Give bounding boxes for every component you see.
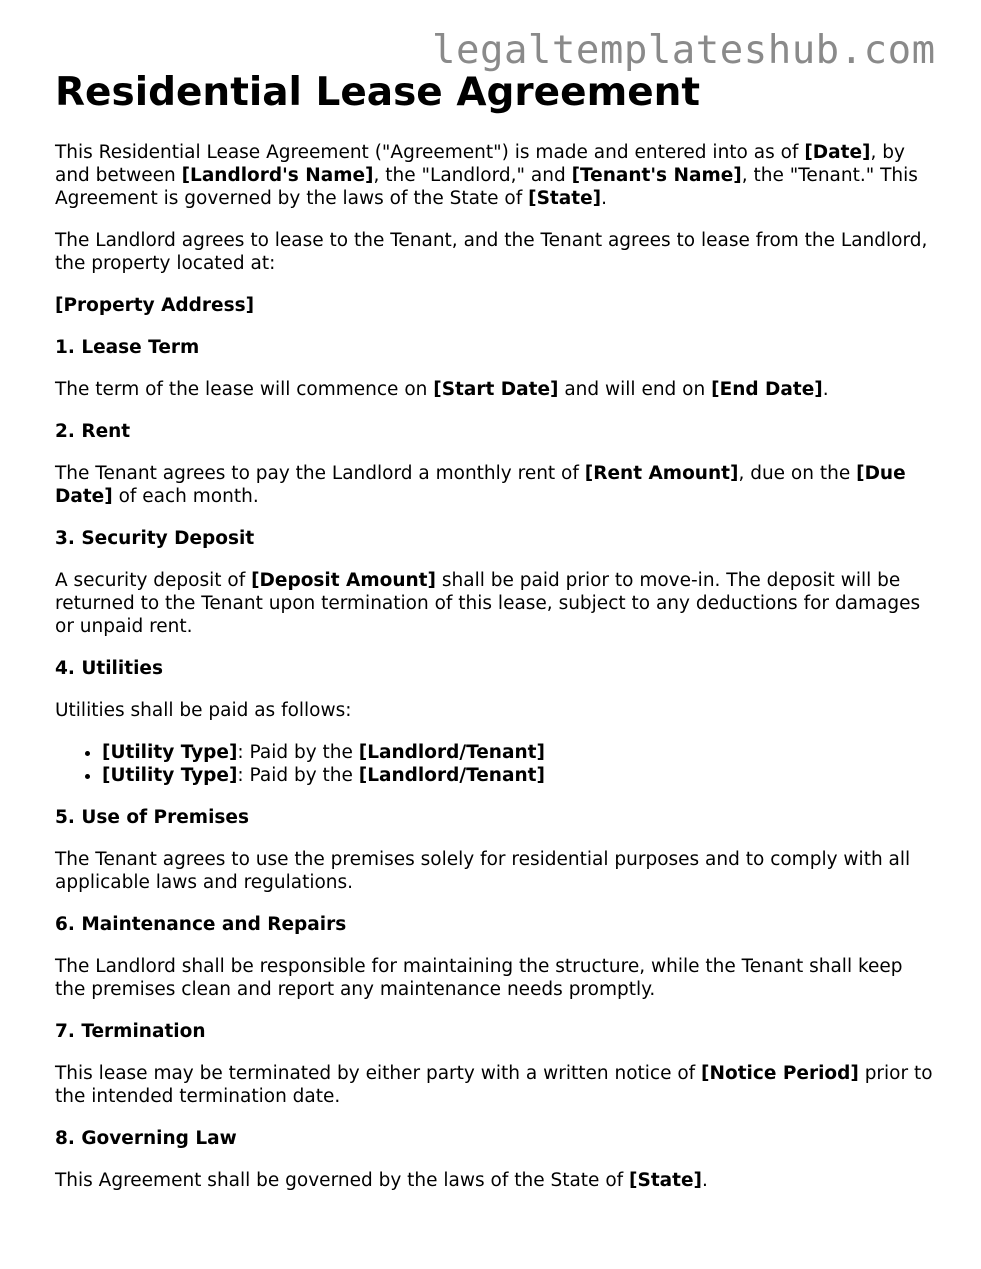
- termination-text-1: This lease may be terminated by either party with a written notice of: [55, 1063, 702, 1084]
- lease-term-text-1: The term of the lease will commence on: [55, 379, 434, 400]
- end-date-placeholder: [End Date]: [711, 379, 823, 400]
- utilities-paragraph: Utilities shall be paid as follows:: [55, 700, 352, 721]
- deposit-text-2: shall be paid prior to move-in. The deposit will be returned to the Tenant upon termination of this lease, subject to any deductions for damages or unpaid rent.: [55, 570, 921, 637]
- state-placeholder: [State]: [528, 188, 602, 209]
- tenant-name-placeholder: [Tenant's Name]: [571, 165, 742, 186]
- property-address-placeholder: [Property Address]: [55, 295, 255, 316]
- utilities-list: [55, 741, 935, 787]
- termination-heading: 7. Termination: [55, 1021, 206, 1042]
- utility-text: : Paid by the: [237, 765, 359, 786]
- security-deposit-heading: 3. Security Deposit: [55, 528, 255, 549]
- termination-paragraph: [55, 1062, 935, 1108]
- rent-text-2: , due on the: [738, 463, 857, 484]
- use-of-premises-paragraph: The Tenant agrees to use the premises solely for residential purposes and to comply with all applicable laws and regulations.: [55, 849, 911, 893]
- intro-paragraph: [55, 141, 935, 210]
- maintenance-paragraph: The Landlord shall be responsible for maintaining the structure, while the Tenant shall keep the premises clean and report any maintenance needs promptly.: [55, 956, 903, 1000]
- due-date-placeholder: [Due Date]: [55, 463, 906, 507]
- utility-type-placeholder: [Utility Type]: [102, 742, 238, 763]
- watermark: legaltemplateshub.com: [432, 28, 936, 73]
- utility-payer-placeholder: [Landlord/Tenant]: [358, 742, 545, 763]
- governing-law-text-1: This Agreement shall be governed by the laws of the State of: [55, 1170, 630, 1191]
- document-body: [55, 141, 935, 1211]
- start-date-placeholder: [Start Date]: [433, 379, 559, 400]
- maintenance-heading: 6. Maintenance and Repairs: [55, 914, 347, 935]
- utility-payer-placeholder: [Landlord/Tenant]: [358, 765, 545, 786]
- use-of-premises-heading: 5. Use of Premises: [55, 807, 249, 828]
- list-item: [102, 764, 935, 787]
- lease-term-text-3: .: [822, 379, 829, 400]
- property-address: [55, 294, 935, 317]
- rent-paragraph: [55, 462, 935, 508]
- intro-text-1: This Residential Lease Agreement ("Agreement") is made and entered into as of: [55, 142, 805, 163]
- rent-amount-placeholder: [Rent Amount]: [584, 463, 739, 484]
- lease-term-heading: 1. Lease Term: [55, 337, 200, 358]
- notice-period-placeholder: [Notice Period]: [701, 1063, 859, 1084]
- rent-heading: 2. Rent: [55, 421, 131, 442]
- rent-text-1: The Tenant agrees to pay the Landlord a monthly rent of: [55, 463, 585, 484]
- governing-law-paragraph: [55, 1169, 935, 1192]
- intro-text-3: , the "Landlord," and: [373, 165, 572, 186]
- date-placeholder: [Date]: [804, 142, 871, 163]
- deposit-amount-placeholder: [Deposit Amount]: [251, 570, 436, 591]
- landlord-name-placeholder: [Landlord's Name]: [181, 165, 374, 186]
- deposit-text-1: A security deposit of: [55, 570, 252, 591]
- list-item: [102, 741, 935, 764]
- security-deposit-paragraph: [55, 569, 935, 638]
- property-paragraph: The Landlord agrees to lease to the Tenant, and the Tenant agrees to lease from the Landlord, the property located at:: [55, 230, 928, 274]
- document-title: Residential Lease Agreement: [55, 70, 701, 115]
- utilities-heading: 4. Utilities: [55, 658, 163, 679]
- rent-text-3: of each month.: [112, 486, 259, 507]
- governing-law-state-placeholder: [State]: [629, 1170, 702, 1191]
- governing-law-text-2: .: [702, 1170, 708, 1191]
- termination-text-2: prior to the intended termination date.: [55, 1063, 933, 1107]
- utility-text: : Paid by the: [237, 742, 359, 763]
- lease-term-paragraph: [55, 378, 935, 401]
- intro-text-5: .: [601, 188, 607, 209]
- intro-text-4: , the "Tenant." This Agreement is governed by the laws of the State of: [55, 165, 918, 209]
- intro-text-2: , by and between: [55, 142, 905, 186]
- lease-term-text-2: and will end on: [558, 379, 712, 400]
- governing-law-heading: 8. Governing Law: [55, 1128, 237, 1149]
- utility-type-placeholder: [Utility Type]: [102, 765, 238, 786]
